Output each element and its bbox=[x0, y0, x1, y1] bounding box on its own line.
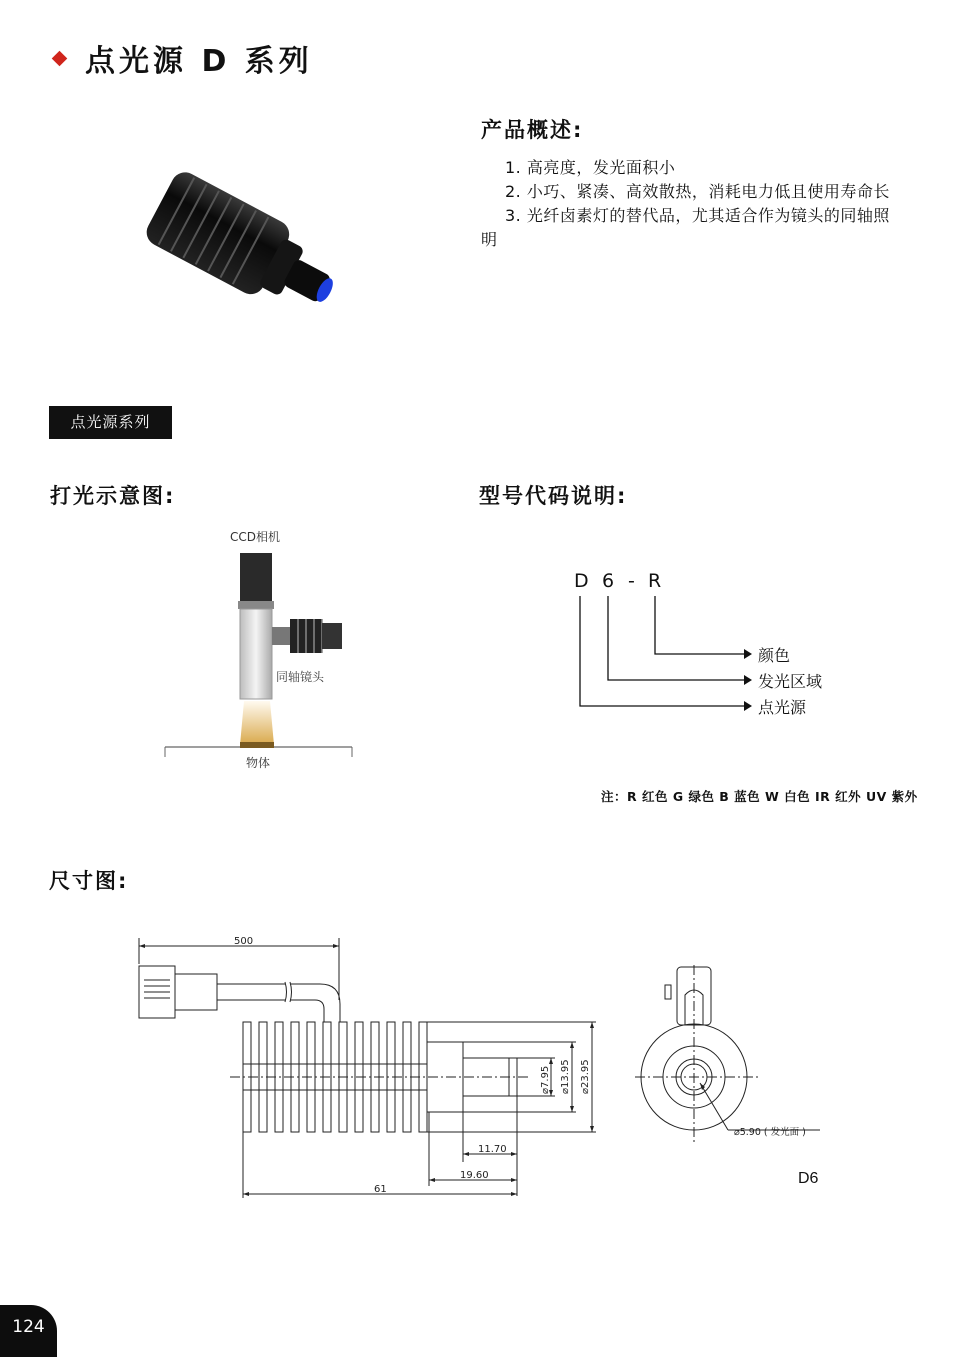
diamond-bullet-icon bbox=[52, 50, 68, 66]
overview-item: 3. 光纤卤素灯的替代品，尤其适合作为镜头的同轴照 bbox=[505, 206, 890, 225]
model-code-diagram bbox=[560, 560, 860, 725]
series-tag: 点光源系列 bbox=[49, 406, 172, 439]
l1-label: 11.70 bbox=[478, 1144, 507, 1155]
d3-label: ⌀23.95 bbox=[580, 1059, 591, 1094]
color-note: 注：R 红色 G 绿色 B 蓝色 W 白色 IR 红外 UV 紫外 bbox=[601, 789, 918, 804]
d1-label: ⌀7.95 bbox=[540, 1065, 551, 1094]
front-drawing bbox=[620, 955, 830, 1155]
overview-list bbox=[481, 156, 941, 252]
overview-item: 明 bbox=[481, 230, 498, 249]
lens-label: 同轴镜头 bbox=[276, 670, 325, 684]
camera-shape bbox=[240, 553, 272, 601]
code-d: D bbox=[574, 570, 589, 592]
code-6: 6 bbox=[602, 570, 615, 592]
lighting-heading: 打光示意图: bbox=[50, 484, 176, 508]
model-name: D6 bbox=[798, 1170, 819, 1187]
page-title bbox=[50, 36, 313, 80]
source-label: 点光源 bbox=[758, 698, 807, 717]
overview-item: 2. 小巧、紧凑、高效散热，消耗电力低且使用寿命长 bbox=[505, 182, 890, 201]
d2-label: ⌀13.95 bbox=[560, 1059, 571, 1094]
emit-label: ⌀5.90 ( 发光面 ) bbox=[734, 1127, 806, 1138]
cable-length-label: 500 bbox=[234, 936, 254, 947]
color-label: 颜色 bbox=[758, 646, 791, 665]
side-drawing bbox=[130, 930, 610, 1200]
overview-item: 1. 高亮度，发光面积小 bbox=[505, 158, 676, 177]
l3-label: 61 bbox=[374, 1184, 387, 1195]
area-label: 发光区域 bbox=[758, 672, 823, 691]
dimension-heading: 尺寸图: bbox=[49, 869, 129, 893]
page-number: 124 bbox=[0, 1305, 57, 1357]
overview-heading: 产品概述: bbox=[481, 118, 584, 142]
lighting-diagram bbox=[160, 525, 360, 775]
code-r: R bbox=[648, 570, 662, 592]
model-heading: 型号代码说明: bbox=[479, 484, 628, 508]
product-photo bbox=[110, 160, 370, 330]
object-label: 物体 bbox=[246, 756, 271, 770]
page-title-text: 点光源 D 系列 bbox=[85, 44, 313, 79]
l2-label: 19.60 bbox=[460, 1170, 489, 1181]
code-dash: - bbox=[628, 570, 635, 592]
camera-label: CCD相机 bbox=[230, 530, 280, 544]
